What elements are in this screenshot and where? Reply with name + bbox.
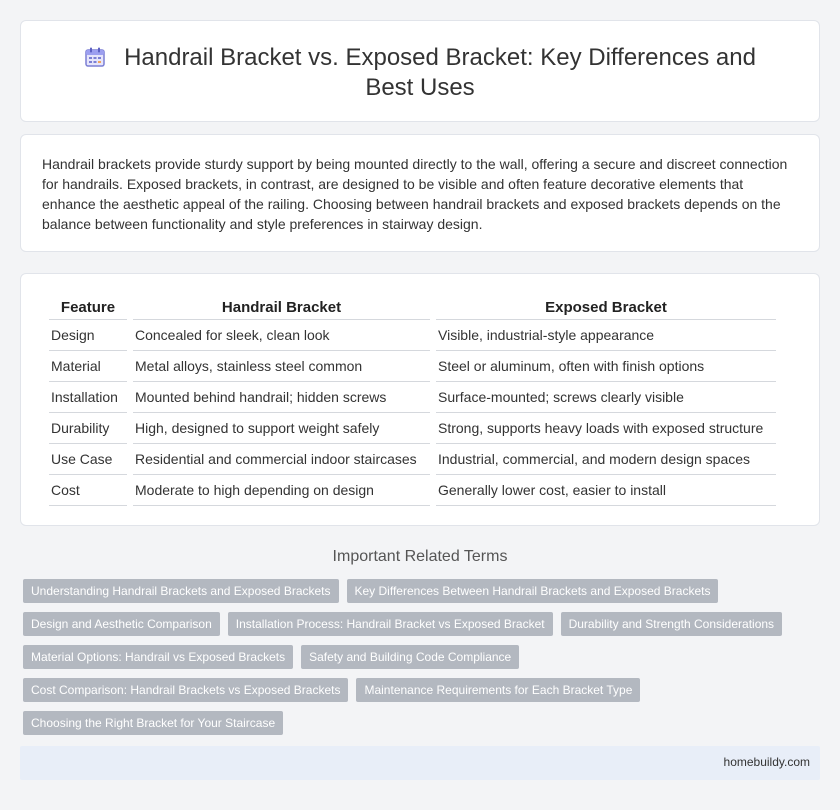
related-term-tag[interactable]: Material Options: Handrail vs Exposed Brackets bbox=[23, 645, 293, 669]
row-feature: Cost bbox=[49, 475, 127, 506]
footer-site-name[interactable]: homebuildy.com bbox=[723, 755, 810, 769]
intro-card bbox=[20, 134, 820, 252]
row-handrail-value: Moderate to high depending on design bbox=[133, 475, 430, 506]
table-row bbox=[49, 413, 776, 444]
row-handrail-value: Concealed for sleek, clean look bbox=[133, 320, 430, 351]
row-handrail-value: Mounted behind handrail; hidden screws bbox=[133, 382, 430, 413]
row-handrail-value: High, designed to support weight safely bbox=[133, 413, 430, 444]
page-title: Handrail Bracket vs. Exposed Bracket: Key Differences and Best Uses bbox=[124, 44, 756, 101]
table-row bbox=[49, 351, 776, 382]
row-exposed-value: Strong, supports heavy loads with exposed structure bbox=[436, 413, 776, 444]
row-feature: Material bbox=[49, 351, 127, 382]
row-feature: Durability bbox=[49, 413, 127, 444]
header-card bbox=[20, 20, 820, 122]
row-exposed-value: Steel or aluminum, often with finish options bbox=[436, 351, 776, 382]
related-term-tag[interactable]: Cost Comparison: Handrail Brackets vs Exposed Brackets bbox=[23, 678, 348, 702]
table-row bbox=[49, 444, 776, 475]
row-exposed-value: Industrial, commercial, and modern design spaces bbox=[436, 444, 776, 475]
table-row bbox=[49, 382, 776, 413]
intro-paragraph: Handrail brackets provide sturdy support by being mounted directly to the wall, offering a secure and discreet connection for handrails. Exposed brackets, in contrast, are designed to be visible and often feature decorative elements that enhance the aesthetic appeal of the railing. Choosing between handrail brackets and exposed brackets depends on the balance between functionality and style preferences in stairway design. bbox=[42, 156, 788, 232]
row-handrail-value: Residential and commercial indoor staircases bbox=[133, 444, 430, 475]
table-header-row bbox=[49, 296, 776, 320]
column-header-handrail-bracket: Handrail Bracket bbox=[133, 296, 430, 320]
page-title-row bbox=[21, 43, 819, 103]
comparison-card bbox=[20, 273, 820, 526]
row-exposed-value: Surface-mounted; screws clearly visible bbox=[436, 382, 776, 413]
column-header-exposed-bracket: Exposed Bracket bbox=[436, 296, 776, 320]
related-terms-list bbox=[23, 579, 813, 735]
table-row bbox=[49, 320, 776, 351]
row-feature: Design bbox=[49, 320, 127, 351]
related-term-tag[interactable]: Safety and Building Code Compliance bbox=[301, 645, 519, 669]
table-row bbox=[49, 475, 776, 506]
column-header-feature: Feature bbox=[49, 296, 127, 320]
related-term-tag[interactable]: Understanding Handrail Brackets and Exposed Brackets bbox=[23, 579, 339, 603]
related-term-tag[interactable]: Maintenance Requirements for Each Bracket Type bbox=[356, 678, 640, 702]
row-exposed-value: Visible, industrial-style appearance bbox=[436, 320, 776, 351]
row-feature: Use Case bbox=[49, 444, 127, 475]
related-term-tag[interactable]: Key Differences Between Handrail Brackets and Exposed Brackets bbox=[347, 579, 719, 603]
comparison-table bbox=[43, 296, 782, 506]
calendar-icon bbox=[84, 46, 106, 68]
related-terms-heading: Important Related Terms bbox=[332, 548, 508, 565]
related-term-tag[interactable]: Design and Aesthetic Comparison bbox=[23, 612, 220, 636]
row-exposed-value: Generally lower cost, easier to install bbox=[436, 475, 776, 506]
related-term-tag[interactable]: Installation Process: Handrail Bracket vs Exposed Bracket bbox=[228, 612, 553, 636]
row-handrail-value: Metal alloys, stainless steel common bbox=[133, 351, 430, 382]
footer bbox=[20, 746, 820, 780]
row-feature: Installation bbox=[49, 382, 127, 413]
related-term-tag[interactable]: Durability and Strength Considerations bbox=[561, 612, 782, 636]
related-term-tag[interactable]: Choosing the Right Bracket for Your Staircase bbox=[23, 711, 283, 735]
